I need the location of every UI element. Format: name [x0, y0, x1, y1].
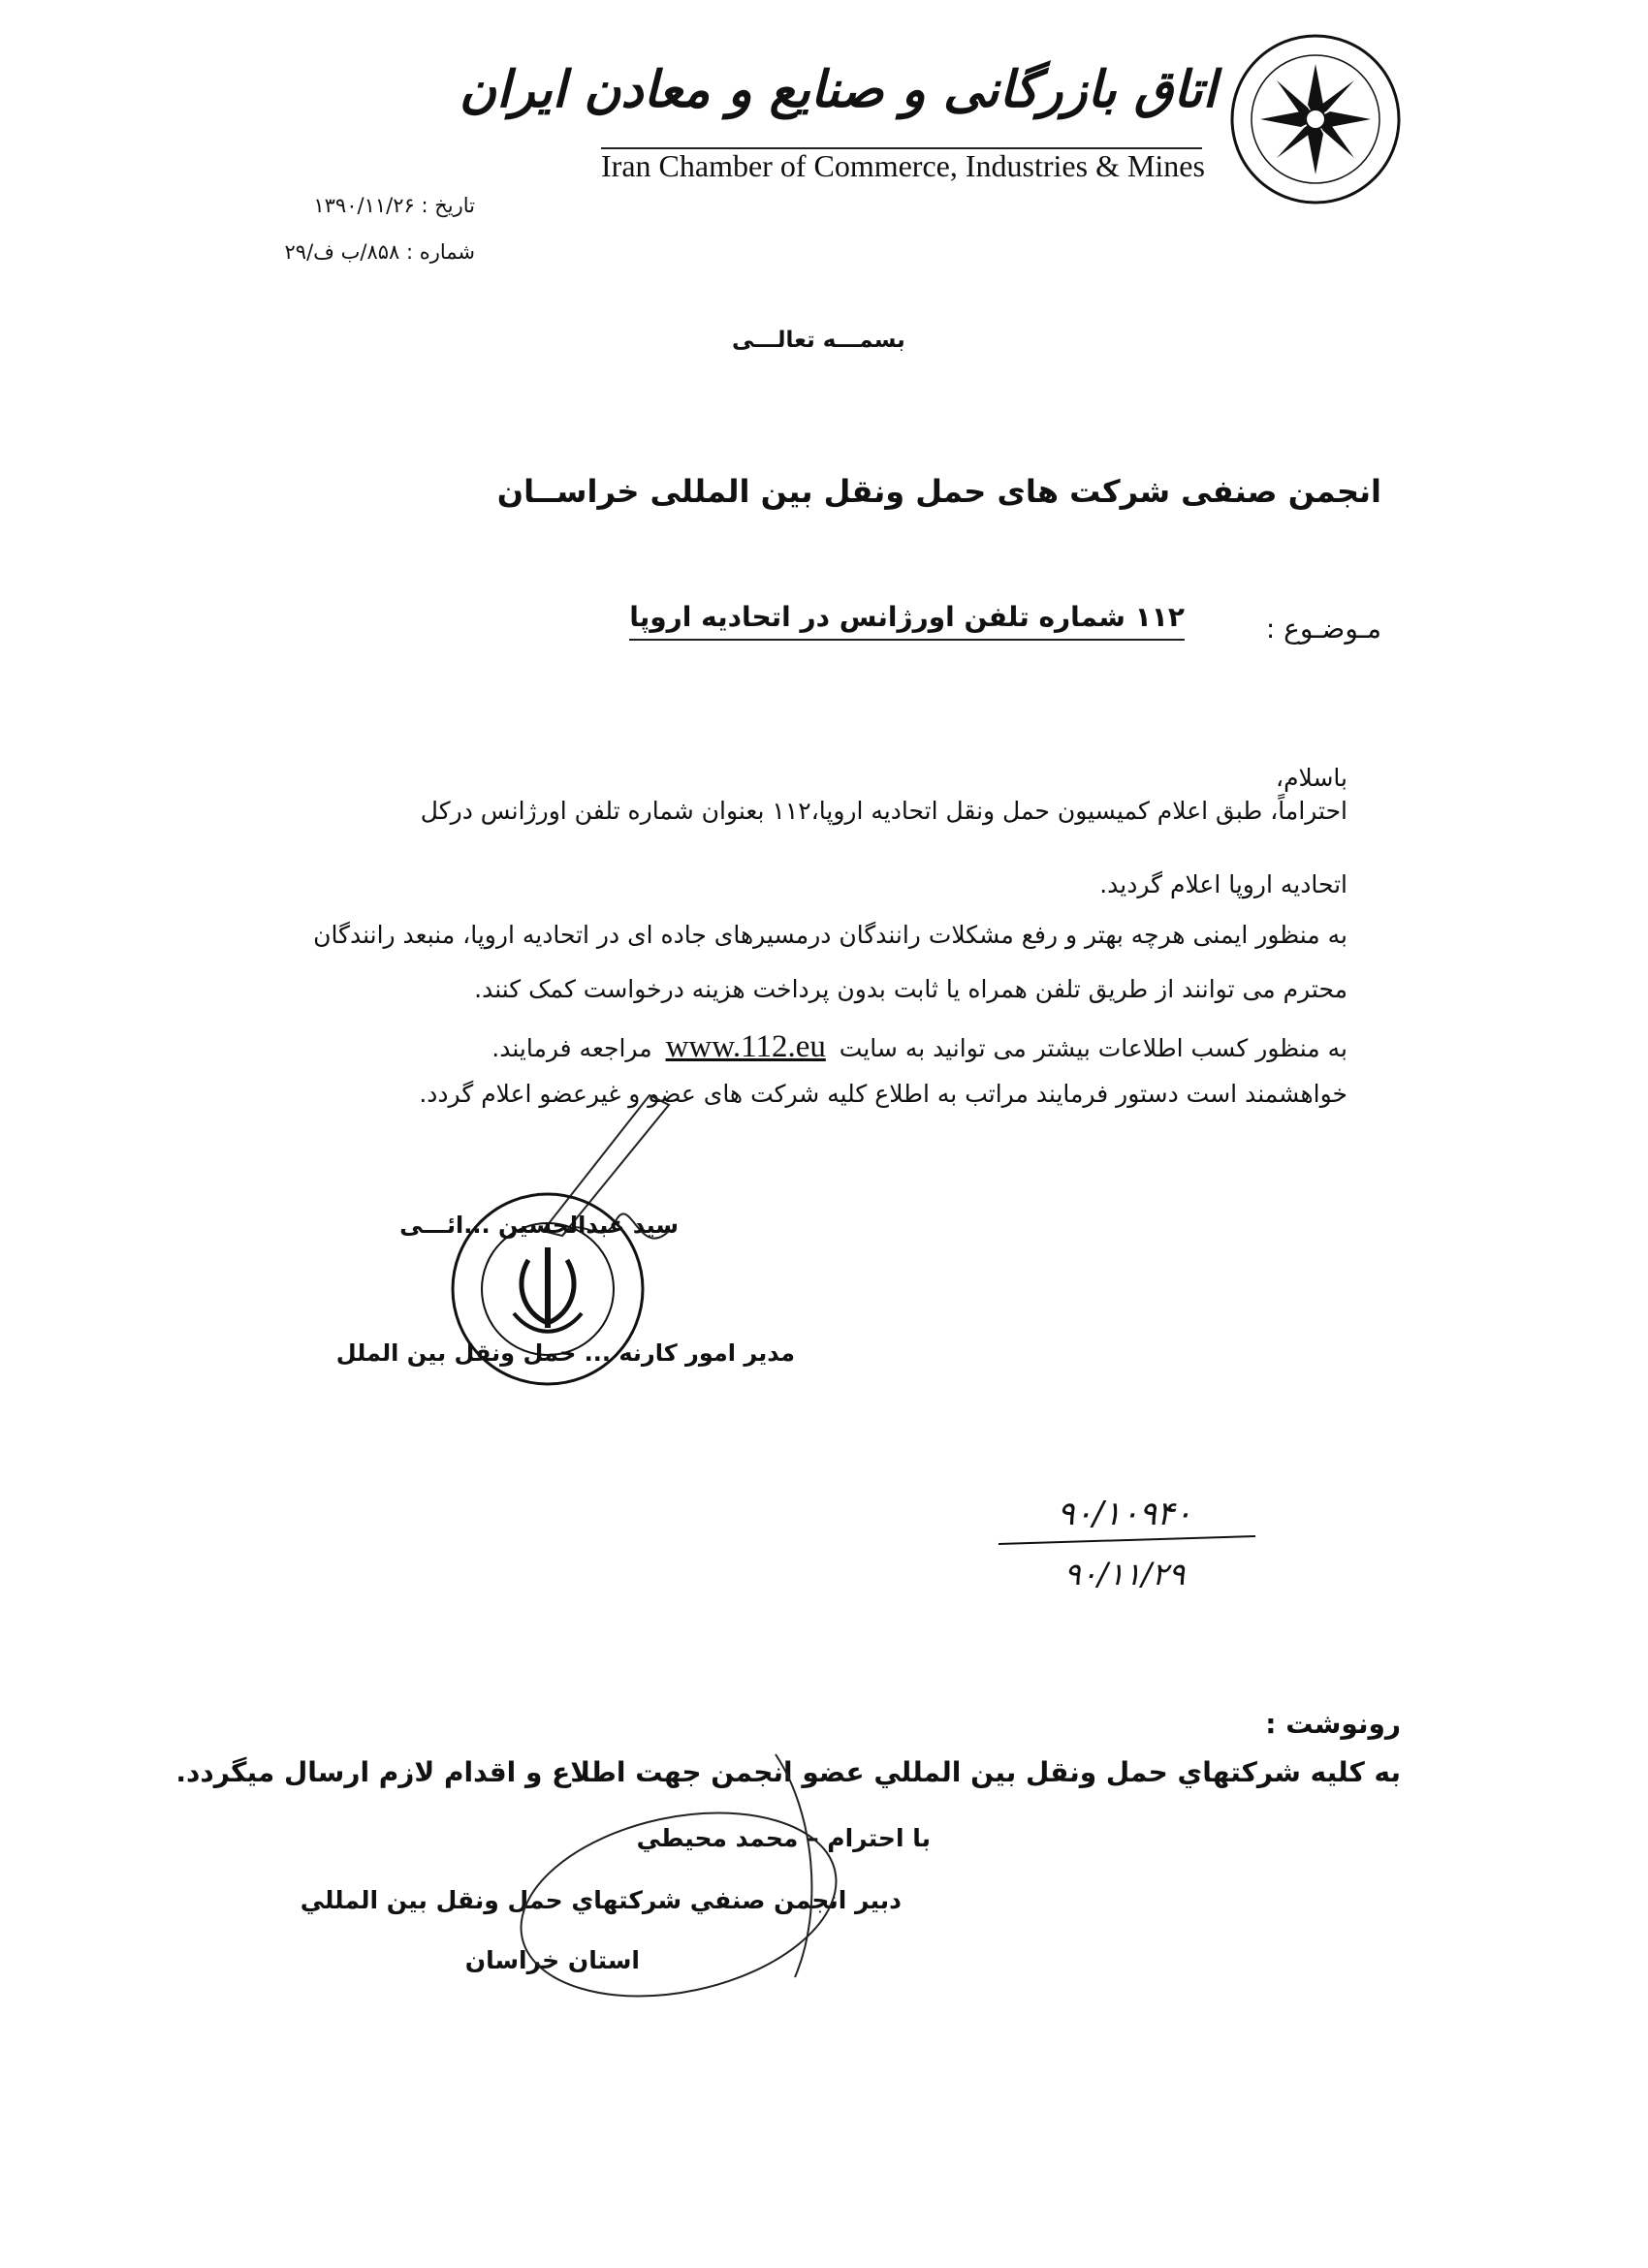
- number-label: شماره :: [405, 240, 475, 264]
- handwritten-reference: [979, 1488, 1270, 1594]
- signer-title: مدیر امور کارنه ... حمل ونقل بین الملل: [335, 1339, 795, 1367]
- body-paragraph-2-line-2: محترم می توانند از طریق تلفن همراه یا ثابت بدون پرداخت هزینه درخواست کمک کنند.: [474, 975, 1347, 1003]
- body-paragraph-3: [491, 1029, 1347, 1065]
- para3-text-after: مراجعه فرمایند.: [491, 1034, 652, 1062]
- org-name-persian: اتاق بازرگانی و صنایع و معادن ایران: [459, 60, 1217, 119]
- letter-number: [285, 240, 476, 264]
- subject-label: مـوضـوع :: [1265, 613, 1381, 645]
- para3-text-before: به منظور کسب اطلاعات بیشتر می توانید به سایت: [839, 1034, 1347, 1062]
- cc-label: رونوشت :: [1265, 1708, 1401, 1740]
- cc-title-line-2: استان خراسان: [464, 1946, 640, 1974]
- body-paragraph-2-line-1: به منظور ایمنی هرچه بهتر و رفع مشکلات رانندگان درمسیرهای جاده ای در اتحادیه اروپا، منبعد رانندگان: [313, 921, 1347, 949]
- basmala-heading: بسمـــه تعالـــی: [732, 328, 905, 353]
- body-paragraph-1-line-1: احتراماً، طبق اعلام کمیسیون حمل ونقل اتحادیه اروپا،۱۱۲ بعنوان شماره تلفن اورژانس درکل: [420, 797, 1347, 825]
- body-paragraph-1-line-2: اتحادیه اروپا اعلام گردید.: [1099, 870, 1347, 898]
- body-paragraph-4: خواهشمند است دستور فرمایند مراتب به اطلاع کلیه شرکت های عضو و غیرعضو اعلام گردد.: [419, 1080, 1347, 1108]
- cc-regards: با احترام – محمد محیطي: [636, 1824, 931, 1852]
- cc-text: به کلیه شرکتهاي حمل ونقل بین المللي عضو انجمن جهت اطلاع و اقدام لازم ارسال میگردد.: [175, 1756, 1401, 1788]
- chamber-logo-icon: [1226, 27, 1406, 211]
- cc-title-line-1: دبیر انجمن صنفي شرکتهاي حمل ونقل بین المللي: [300, 1886, 902, 1914]
- number-value: ۸۵۸/ب ف/۲۹: [284, 240, 400, 264]
- letter-date: [313, 194, 475, 217]
- date-value: ۱۳۹۰/۱۱/۲۶: [313, 194, 415, 217]
- website-link[interactable]: www.112.eu: [665, 1029, 826, 1064]
- date-label: تاریخ :: [421, 194, 475, 217]
- subject-text: ۱۱۲ شماره تلفن اورژانس در اتحادیه اروپا: [629, 601, 1185, 641]
- cc-signature-icon: [504, 1735, 853, 2006]
- signer-name: سید عبدالحسین ...ائـــی: [399, 1212, 679, 1239]
- org-name-english: Iran Chamber of Commerce, Industries & Mines: [601, 148, 1205, 183]
- recipient-line: انجمن صنفی شرکت های حمل ونقل بین المللی خراســان: [496, 473, 1381, 510]
- handwritten-date: ۹۰/۱۱/۲۹: [1063, 1556, 1186, 1592]
- handwritten-number: ۹۰/۱۰۹۴۰: [1057, 1495, 1192, 1533]
- greeting: باسلام،: [1276, 764, 1347, 792]
